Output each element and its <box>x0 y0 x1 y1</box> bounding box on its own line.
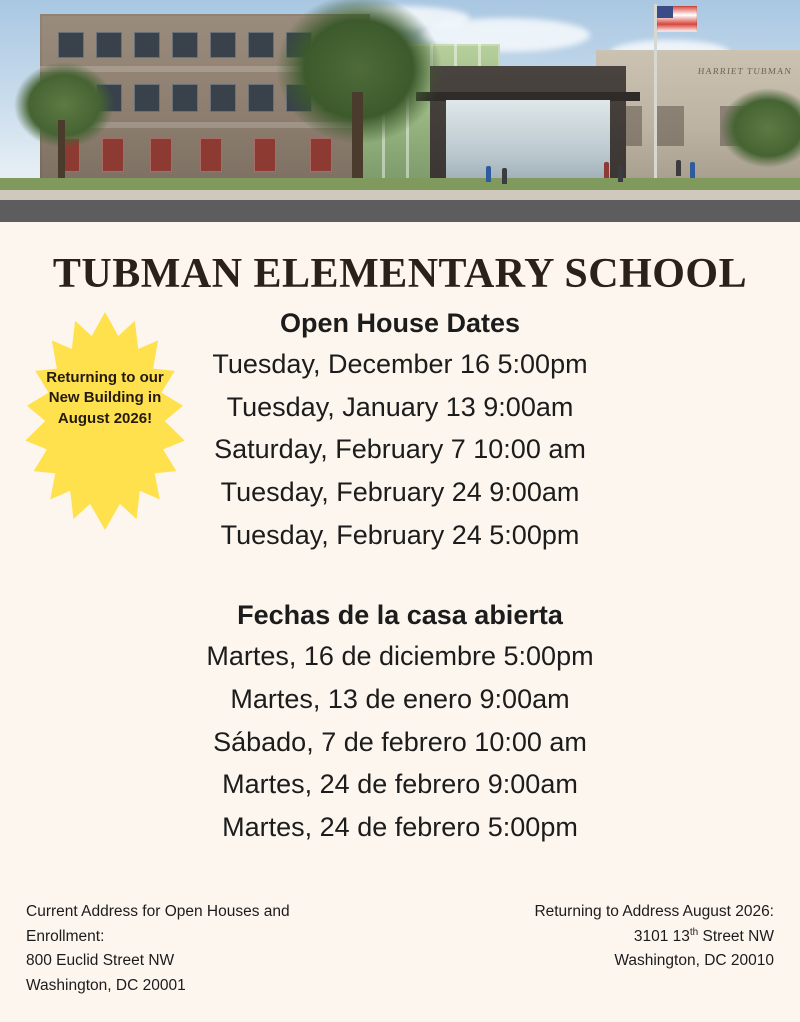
future-address-city: Washington, DC 20010 <box>614 952 774 970</box>
date-line: Saturday, February 7 10:00 am <box>214 434 586 465</box>
date-line: Tuesday, January 13 9:00am <box>226 391 574 422</box>
school-building-photo <box>0 0 800 222</box>
person-figure <box>486 166 491 182</box>
date-line: Martes, 13 de enero 9:00am <box>230 683 570 714</box>
open-house-dates-spanish <box>0 600 800 848</box>
current-address-city: Washington, DC 20001 <box>26 976 186 994</box>
person-figure <box>676 160 681 176</box>
person-figure <box>502 168 507 184</box>
page-title: TUBMAN ELEMENTARY SCHOOL <box>52 251 748 297</box>
building-sign-text: HARRIET TUBMAN <box>697 66 793 76</box>
date-line: Martes, 24 de febrero 9:00am <box>222 769 578 800</box>
future-address-street <box>454 925 774 950</box>
date-line: Tuesday, February 24 9:00am <box>220 476 580 507</box>
footer-addresses <box>0 900 800 998</box>
date-line: Tuesday, February 24 5:00pm <box>220 519 580 550</box>
current-address-line-1: Current Address for Open Houses and <box>26 903 290 921</box>
tree-trunk <box>352 92 363 190</box>
tree-trunk <box>58 120 65 184</box>
future-address-street-name: Street NW <box>698 927 774 945</box>
american-flag-icon <box>657 6 697 32</box>
date-line: Tuesday, December 16 5:00pm <box>212 349 588 379</box>
building-main-entrance <box>430 66 626 180</box>
person-figure <box>618 166 623 182</box>
current-address-block <box>26 900 366 998</box>
current-address-street: 800 Euclid Street NW <box>26 952 175 970</box>
date-line: Martes, 24 de febrero 5:00pm <box>222 811 578 842</box>
ordinal-suffix: th <box>689 926 699 938</box>
person-figure <box>690 162 695 178</box>
section-heading-english: Open House Dates <box>279 308 521 338</box>
section-heading-spanish: Fechas de la casa abierta <box>237 600 563 631</box>
future-address-number: 3101 13 <box>633 927 690 945</box>
returning-badge <box>22 312 188 530</box>
date-line: Sábado, 7 de febrero 10:00 am <box>213 726 587 757</box>
returning-badge-label: Returning to our New Building in August 2026! <box>46 369 164 427</box>
future-address-line-1: Returning to Address August 2026: <box>534 903 774 921</box>
person-figure <box>604 162 609 178</box>
date-line: Martes, 16 de diciembre 5:00pm <box>206 641 594 672</box>
street-strip <box>0 200 800 222</box>
current-address-line-2: Enrollment: <box>26 927 105 945</box>
future-address-block <box>454 900 774 974</box>
